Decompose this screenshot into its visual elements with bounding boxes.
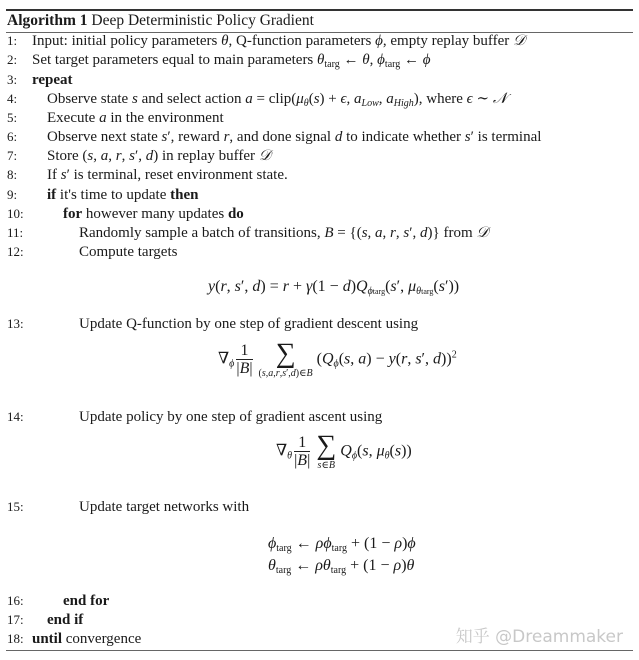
- line-text: Update Q-function by one step of gradient descent using: [79, 316, 419, 332]
- equation-policy-gradient: $\nabla_\theta$ $\frac{1}{|B|}$ ∑ s∈B $Q_\phi(s$, $\mu_\theta(s)$): [276, 430, 412, 471]
- keyword-if: if: [47, 187, 57, 203]
- line-text: Execute a in the environment: [47, 110, 224, 126]
- keyword-do: do: [227, 206, 244, 222]
- line-number: 7:: [7, 148, 18, 163]
- line-number: 1:: [7, 33, 18, 48]
- line-number: 8:: [7, 167, 18, 182]
- line-number: 10:: [7, 206, 24, 221]
- line-text: If s′ is terminal, reset environment state.: [47, 167, 288, 183]
- line-text: Observe state s and select action $a = clip(\mu_\theta(s) + \epsilon$, $a_{Low}$, $a_{High}$), where ϵ ∼ 𝒩: [47, 91, 508, 109]
- keyword-repeat: repeat: [32, 72, 73, 88]
- line-text: Observe next state s′, reward r, and done signal d to indicate whether s′ is terminal: [47, 129, 542, 145]
- line-number: 16:: [7, 593, 24, 608]
- line-number: 4:: [7, 91, 18, 106]
- line-number: 12:: [7, 244, 24, 259]
- line-number: 3:: [7, 72, 18, 87]
- loop-text: however many updates: [82, 206, 228, 222]
- line-text: Update policy by one step of gradient ascent using: [79, 409, 383, 425]
- line-number: 17:: [7, 612, 24, 627]
- line-text: [63, 204, 244, 224]
- keyword-end-if: end if: [47, 612, 84, 628]
- line-text: Randomly sample a batch of transitions, B = {(s, a, r, s′, d)} from 𝒟: [79, 225, 489, 241]
- line-number: 18:: [7, 631, 24, 646]
- line-text: [32, 629, 141, 649]
- algorithm-caption: [7, 12, 314, 30]
- equation-q-loss: $\nabla_\phi$ $\frac{1}{|B|}$ ∑ (s,a,r,s′,d)∈B ($Q_\phi(s$, a) − y(r, s′, d))$^2$: [218, 338, 457, 379]
- keyword-for: for: [63, 206, 83, 222]
- line-text: [47, 185, 198, 205]
- caption-title: Deep Deterministic Policy Gradient: [91, 12, 314, 29]
- line-number: 5:: [7, 110, 18, 125]
- line-text: Update target networks with: [79, 499, 250, 515]
- line-number: 13:: [7, 316, 24, 331]
- until-condition: convergence: [62, 631, 142, 647]
- watermark: 知乎 @Dreammaker: [455, 627, 623, 647]
- line-number: 2:: [7, 52, 18, 67]
- caption-label: Algorithm 1: [7, 12, 88, 29]
- line-number: 14:: [7, 409, 24, 424]
- bottom-rule: [6, 650, 633, 651]
- equation-polyak-phi: $\phi_{targ}$ ← $\rho\phi_{targ} + (1 - \rho)\phi$: [268, 535, 416, 554]
- keyword-then: then: [170, 187, 199, 203]
- line-text: Compute targets: [79, 244, 178, 260]
- line-text: Store (s, a, r, s′, d) in replay buffer 𝒟: [47, 148, 271, 164]
- keyword-end-for: end for: [63, 593, 110, 609]
- line-number: 6:: [7, 129, 18, 144]
- equation-targets: y(r, s′, $d) = r + \gamma(1 - d)Q_{\phi targ}(s'$, $\mu_{\theta targ}(s')$): [208, 278, 460, 297]
- line-text: Set target parameters equal to main parameters $\theta_{targ}$ ← θ, $\phi_{targ}$ ← ϕ: [32, 52, 431, 70]
- equation-polyak-theta: $\theta_{targ}$ ← $\rho\theta_{targ} + (1 - \rho)\theta$: [268, 557, 415, 576]
- line-number: 9:: [7, 187, 18, 202]
- line-number: 11:: [7, 225, 24, 240]
- top-rule: [6, 9, 633, 11]
- keyword-until: until: [32, 631, 63, 647]
- line-text: Input: initial policy parameters θ, Q-function parameters ϕ, empty replay buffer 𝒟: [32, 33, 525, 49]
- condition-text: it's time to update: [56, 187, 171, 203]
- line-number: 15:: [7, 499, 24, 514]
